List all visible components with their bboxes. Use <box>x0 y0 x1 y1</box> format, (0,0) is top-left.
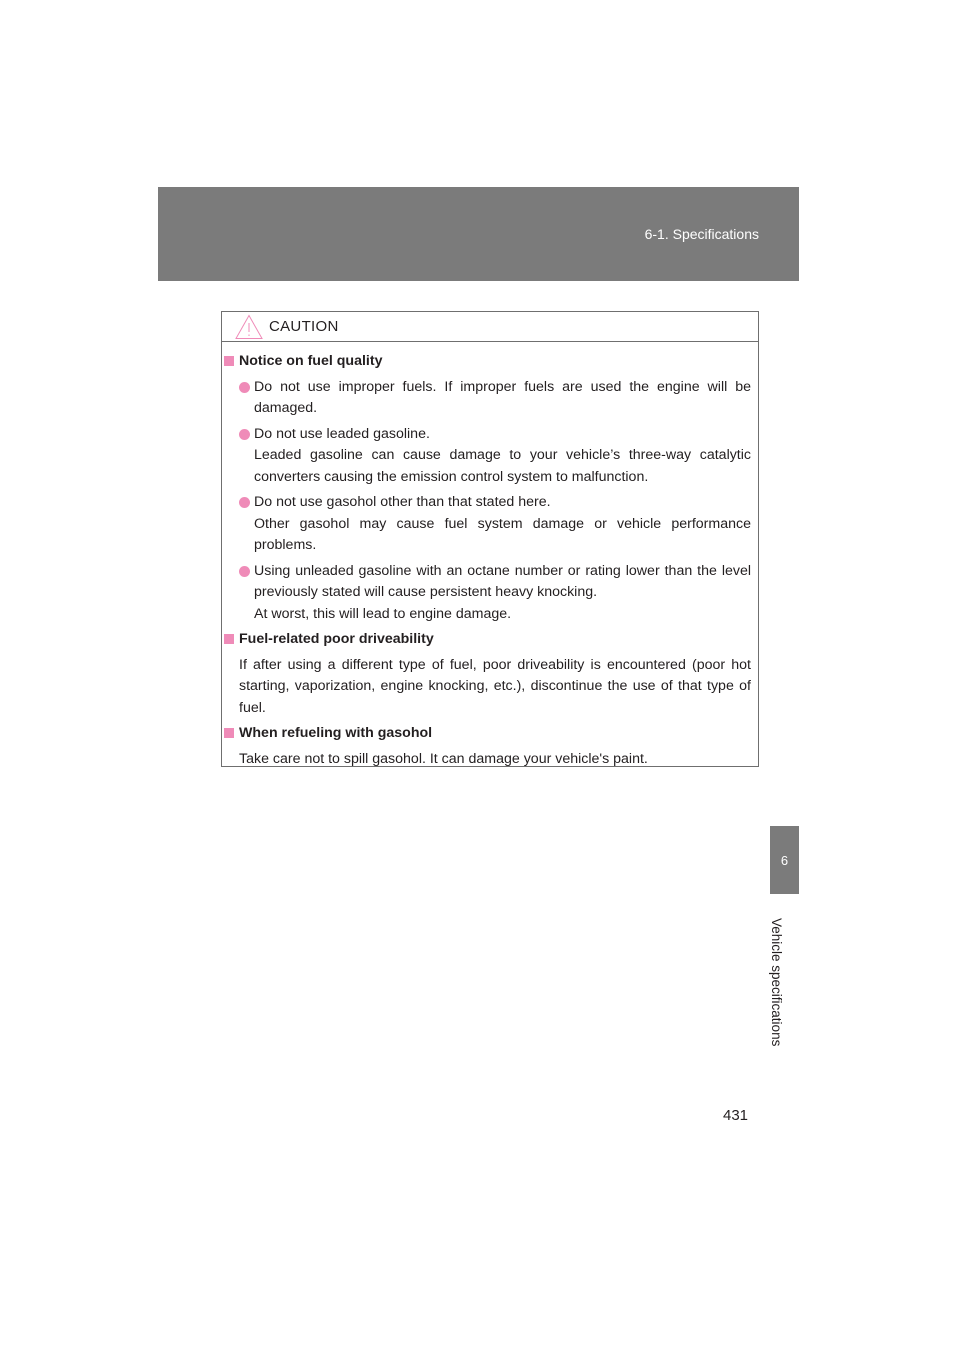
caution-body <box>222 342 758 770</box>
square-bullet-icon <box>224 728 234 738</box>
list-item: Using unleaded gasoline with an octane number or rating lower than the level previously stated will cause persistent heavy knocking. At worst, this will lead to engine damage. <box>222 561 751 626</box>
section-text: Take care not to spill gasohol. It can damage your vehicle's paint. <box>239 750 648 767</box>
caution-title: CAUTION <box>269 318 339 335</box>
section-text: If after using a different type of fuel, poor driveability is encountered (poor hot starting, vaporization, engine knocking, etc.), discontinue the use of that type of fuel. <box>239 656 751 716</box>
round-bullet-icon <box>239 497 250 508</box>
square-bullet-icon <box>224 356 234 366</box>
section-title-fuel-quality: Notice on fuel quality <box>222 351 751 373</box>
round-bullet-icon <box>239 566 250 577</box>
section-heading: 6-1. Specifications <box>644 226 759 242</box>
round-bullet-icon <box>239 382 250 393</box>
list-item: Do not use improper fuels. If improper fuels are used the engine will be damaged. <box>222 377 751 420</box>
section-title-gasohol: When refueling with gasohol <box>222 723 751 745</box>
chapter-label: Vehicle specifications <box>769 918 784 1047</box>
list-item: Do not use gasohol other than that stated here. Other gasohol may cause fuel system damage or vehicle performance problems. <box>222 492 751 557</box>
warning-triangle-icon <box>235 314 263 340</box>
header-band <box>158 187 799 281</box>
page-number: 431 <box>723 1107 749 1124</box>
list-item: Do not use leaded gasoline. Leaded gasoline can cause damage to your vehicle’s three-way catalytic converters causing the emission control system to malfunction. <box>222 424 751 489</box>
section-title-driveability: Fuel-related poor driveability <box>222 629 751 651</box>
square-bullet-icon <box>224 634 234 644</box>
round-bullet-icon <box>239 429 250 440</box>
chapter-tab <box>770 826 799 894</box>
chapter-number: 6 <box>780 852 789 868</box>
caution-header <box>222 312 758 342</box>
caution-box <box>221 311 759 767</box>
